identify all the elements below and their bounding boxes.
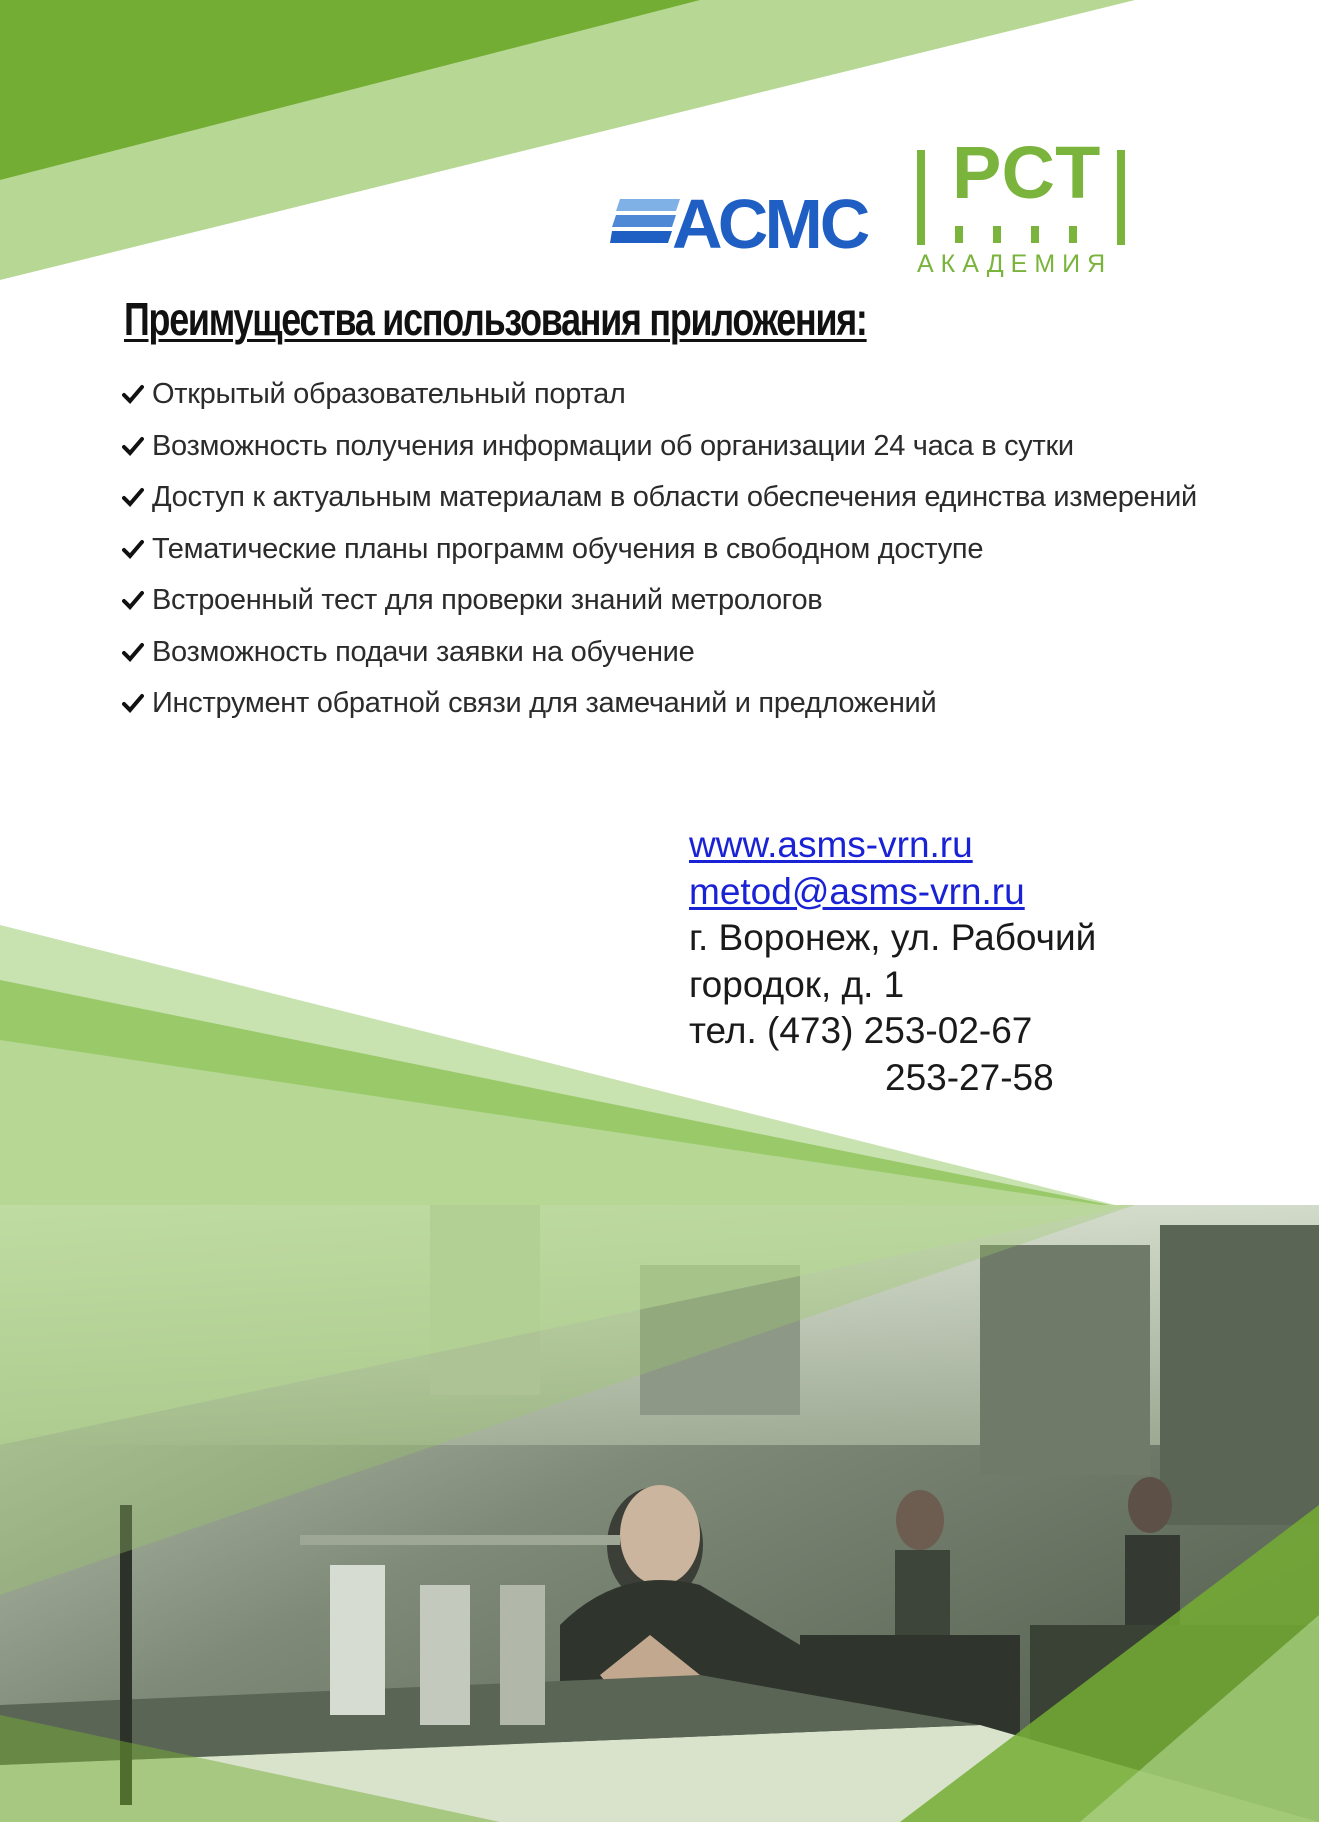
- contact-block: [689, 822, 1096, 1101]
- list-item-label: Возможность получения информации об организации 24 часа в сутки: [152, 429, 1074, 462]
- list-item: [122, 369, 1232, 421]
- rst-logo-text: РСТ: [952, 131, 1103, 214]
- workshop-photo: [0, 1205, 1319, 1822]
- check-icon: [122, 435, 144, 457]
- asms-logo-text: АСМС: [672, 185, 868, 263]
- check-icon: [122, 486, 144, 508]
- list-item: [122, 575, 1232, 627]
- list-item-label: Доступ к актуальным материалам в области обеспечения единства измерений: [152, 481, 1197, 513]
- email-link[interactable]: metod@asms-vrn.ru: [689, 870, 1025, 912]
- rst-logo-subtitle: АКАДЕМИЯ: [917, 250, 1113, 278]
- website-link[interactable]: www.asms-vrn.ru: [689, 824, 973, 865]
- check-icon: [122, 538, 144, 560]
- list-item-label: Встроенный тест для проверки знаний метрологов: [152, 584, 823, 616]
- benefits-list: [122, 369, 1232, 730]
- list-item: [122, 421, 1232, 473]
- list-item: [122, 524, 1232, 576]
- asms-logo: [610, 185, 890, 263]
- phone-line-1: тел. (473) 253-02-67: [689, 1010, 1033, 1051]
- check-icon: [122, 641, 144, 663]
- list-item: [122, 472, 1232, 524]
- list-item: [122, 678, 1232, 730]
- list-item-label: Возможность подачи заявки на обучение: [152, 635, 695, 668]
- address-line-1: г. Воронеж, ул. Рабочий: [689, 917, 1097, 958]
- list-item-label: Тематические планы программ обучения в свободном доступе: [152, 532, 984, 565]
- page-title: Преимущества использования приложения:: [124, 293, 867, 345]
- list-item-label: Открытый образовательный портал: [152, 378, 626, 410]
- check-icon: [122, 383, 144, 405]
- phone-line-2: 253-27-58: [885, 1056, 1054, 1098]
- list-item: [122, 627, 1232, 679]
- address-line-2: городок, д. 1: [689, 963, 905, 1005]
- list-item-label: Инструмент обратной связи для замечаний и предложений: [152, 687, 937, 719]
- check-icon: [122, 692, 144, 714]
- check-icon: [122, 589, 144, 611]
